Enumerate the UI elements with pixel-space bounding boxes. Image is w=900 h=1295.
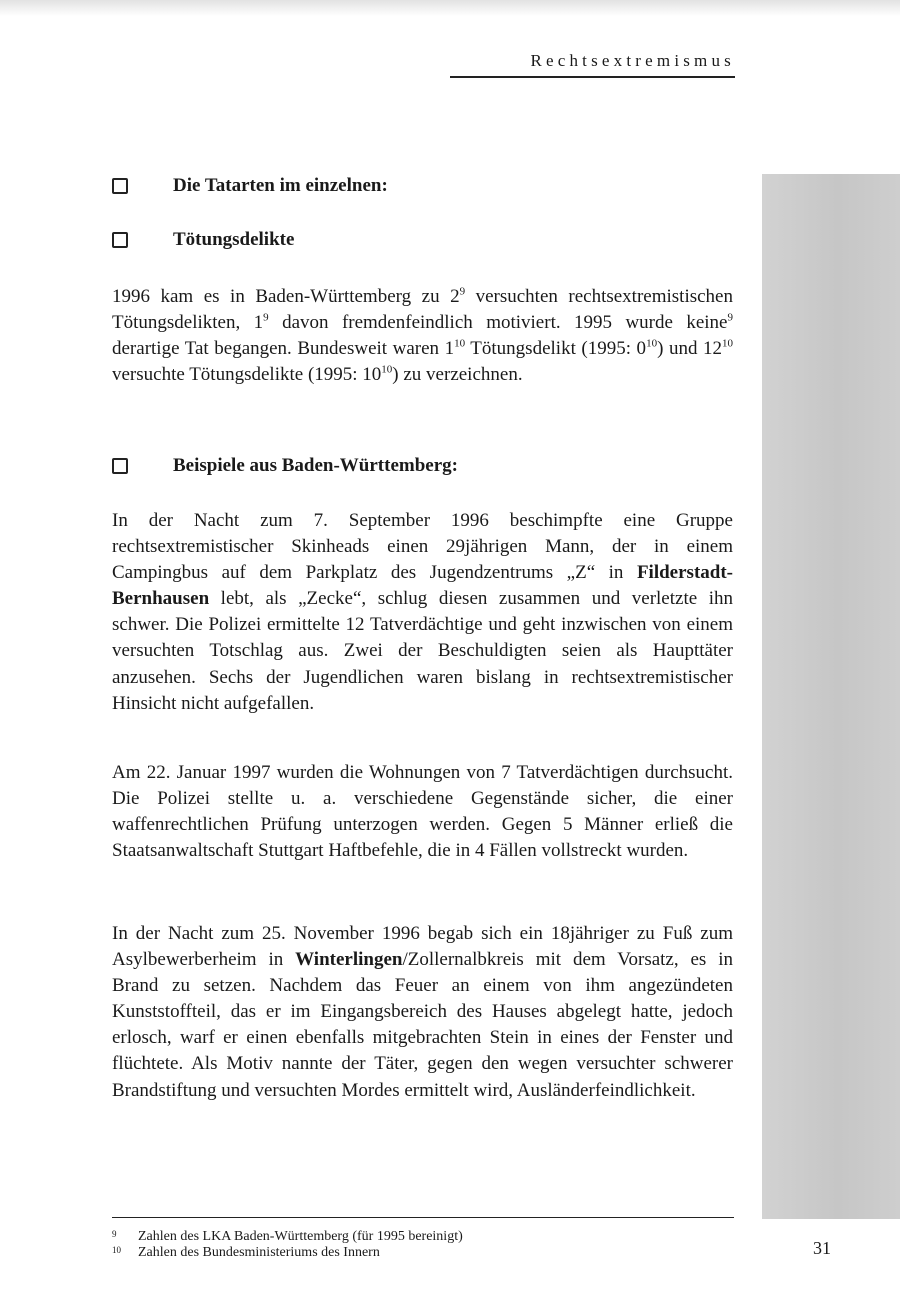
text-run: /Zollernalbkreis mit dem Vorsatz, es in Brand zu setzen. Nachdem das Feuer an einem von ihm angezündeten Kunststoffteil, das er im Eingangsbereich des Hauses abgelegt hatte, jedoch erlosch, warf er einen ebenfalls mitgebrachten Stein in eines der Fenster und flüchtete. Als Motiv nannte der Täter, gegen den wegen versuchter schwerer Brandstiftung und versuchten Mordes ermittelt wird, Ausländerfeindlichkeit.: [112, 949, 734, 1101]
margin-shade-bar: [762, 174, 900, 1219]
footnote-ref: 10: [454, 337, 466, 350]
text-run: versuchte Tötungsdelikte (1995: 10: [112, 364, 382, 386]
text-run: lebt, als „Zecke“, schlug diesen zusammen und verletzte ihn schwer. Die Polizei ermittelte 12 Tatverdächtige und geht inzwischen von einem versuchten Totschlag aus. Zwei der Beschuldigten seien als Haupttäter anzusehen. Sechs der Jugendlichen waren bislang in rechtsextremistischer Hinsicht nicht aufgefallen.: [112, 588, 733, 714]
text-run: Tötungsdelikt (1995: 0: [465, 338, 647, 360]
heading-beispiele: [112, 451, 458, 481]
page-number: 31: [813, 1238, 831, 1258]
checkbox-bullet-icon: [112, 178, 128, 194]
text-run: versuchten rechtsextremistischen Tötungsdelikten, 1: [112, 286, 733, 334]
footnote-text: Zahlen des Bundesministeriums des Innern: [138, 1245, 380, 1260]
heading-tatarten: [112, 171, 388, 201]
footnote-mark: 9: [112, 1229, 117, 1239]
paragraph-filderstadt: [112, 508, 733, 717]
footnote-ref: 9: [727, 311, 733, 324]
heading-tatarten-label: Die Tatarten im einzelnen:: [173, 175, 388, 196]
paragraph-winterlingen: [112, 921, 733, 1104]
heading-toetungsdelikte: [112, 225, 294, 255]
text-run: In der Nacht zum 25. November 1996 begab sich ein 18jähriger zu Fuß zum Asylbewerberheim in: [112, 923, 733, 971]
paragraph-toetungsdelikte: [112, 284, 733, 388]
heading-beispiele-label: Beispiele aus Baden-Württemberg:: [173, 455, 458, 476]
running-head: Rechtsextremismus: [450, 46, 735, 78]
place-name: Winterlingen: [295, 949, 403, 971]
footnote-text: Zahlen des LKA Baden-Württemberg (für 1995 bereinigt): [138, 1229, 463, 1244]
footnote-rule: [112, 1217, 734, 1218]
footnote-ref: 9: [459, 285, 466, 298]
footnote-mark: 10: [112, 1245, 121, 1255]
footnote-10: [112, 1244, 380, 1262]
text-run: davon fremdenfeindlich motiviert. 1995 wurde keine: [268, 312, 728, 334]
heading-toetungsdelikte-label: Tötungsdelikte: [173, 229, 295, 250]
scan-edge-shadow: [0, 0, 900, 16]
checkbox-bullet-icon: [112, 458, 128, 474]
paragraph-durchsuchung: Am 22. Januar 1997 wurden die Wohnungen von 7 Tatverdächtigen durchsucht. Die Polizei stellte u. a. verschiedene Gegenstände sicher, die einer waffenrechtlichen Prüfung unterzogen werden. Gegen 5 Männer erließ die Staatsanwaltschaft Stuttgart Haftbefehle, die in 4 Fällen vollstreckt wurden.: [112, 762, 733, 862]
text-run: ) zu verzeichnen.: [392, 364, 523, 386]
footnote-ref: 10: [722, 337, 733, 350]
text-run: ) und 12: [657, 338, 722, 360]
footnote-ref: 9: [263, 311, 269, 324]
checkbox-bullet-icon: [112, 232, 128, 248]
text-run: derartige Tat begangen. Bundesweit waren 1: [112, 338, 455, 360]
footnote-ref: 10: [646, 337, 658, 350]
footnote-ref: 10: [381, 363, 393, 376]
place-name: Filderstadt-Bernhausen: [112, 562, 733, 610]
text-run: In der Nacht zum 7. September 1996 beschimpfte eine Gruppe rechtsextremistischer Skinheads einen 29jährigen Mann, der in einem Campingbus auf dem Parkplatz des Jugendzentrums „Z“ in: [112, 510, 733, 584]
text-run: 1996 kam es in Baden-Württemberg zu 2: [112, 286, 460, 307]
